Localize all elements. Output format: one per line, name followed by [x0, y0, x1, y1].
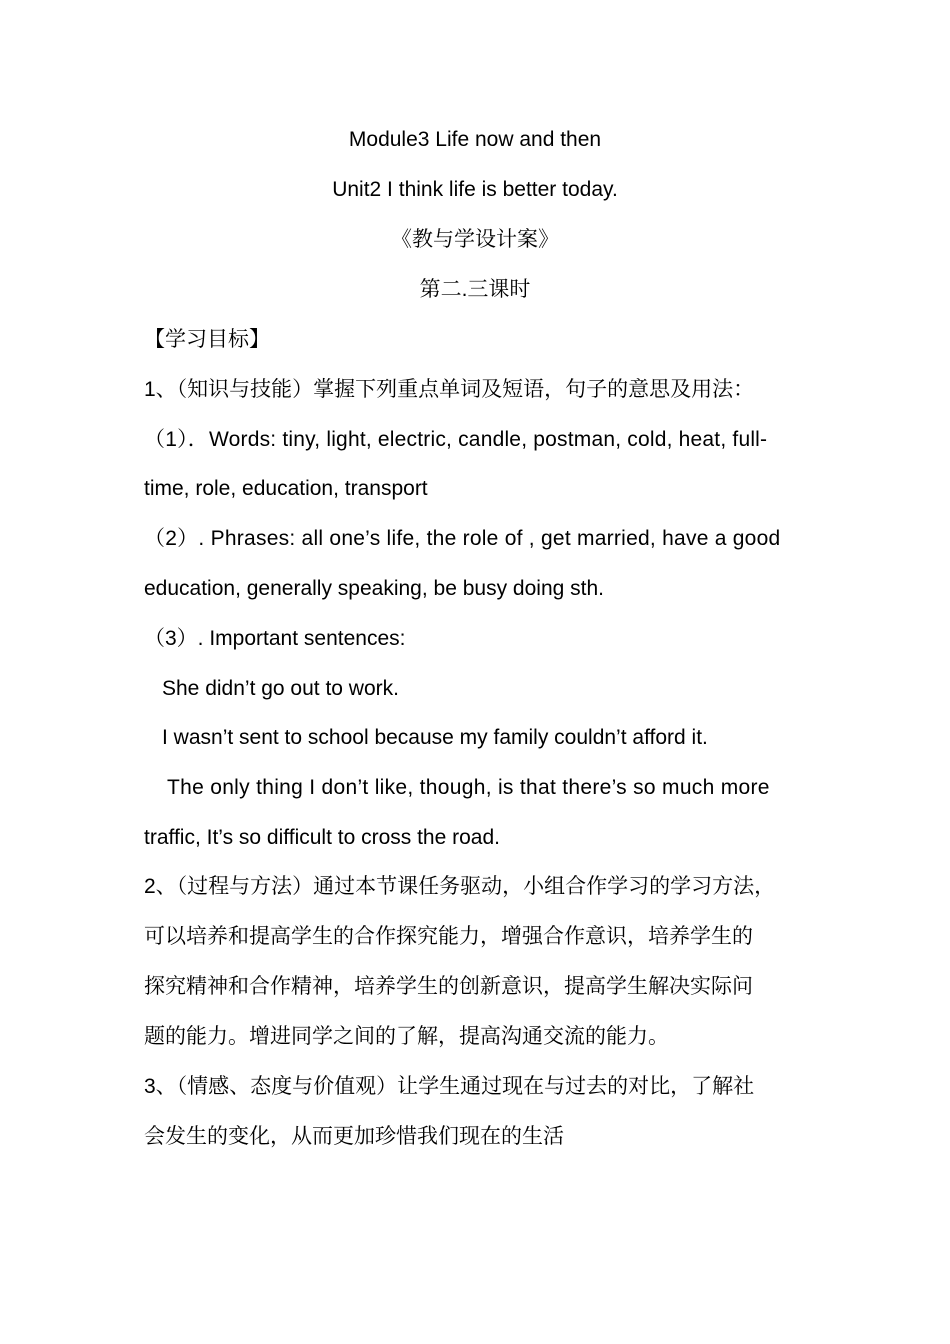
words-list-line-1: （1）．Words: tiny, light, electric, candle, postman, cold, heat, full- — [144, 428, 768, 451]
objective-3-line-1: 3、（情感、态度与价值观）让学生通过现在与过去的对比，了解社 — [144, 1075, 755, 1098]
sentence-3-line-1: The only thing I don’t like, though, is that there’s so much more — [167, 776, 770, 799]
phrases-list-line-2: education, generally speaking, be busy doing sth. — [144, 577, 604, 600]
objective-2-line-4: 题的能力。增进同学之间的了解，提高沟通交流的能力。 — [144, 1025, 669, 1048]
sentence-3-line-2: traffic, It’s so difficult to cross the road. — [144, 826, 500, 849]
objective-2-line-1: 2、（过程与方法）通过本节课任务驱动，小组合作学习的学习方法， — [144, 875, 776, 898]
objective-1-intro: 1、（知识与技能）掌握下列重点单词及短语，句子的意思及用法： — [144, 378, 755, 401]
sentence-1: She didn’t go out to work. — [162, 677, 399, 700]
document-type-title: 《教与学设计案》 — [391, 228, 559, 251]
sentence-2: I wasn’t sent to school because my family couldn’t afford it. — [162, 726, 708, 749]
phrases-list-line-1: （2）. Phrases: all one’s life, the role of , get married, have a good — [144, 527, 781, 550]
lesson-title: 第二.三课时 — [419, 278, 531, 301]
section-heading-objectives: 【学习目标】 — [144, 328, 270, 351]
objective-2-line-3: 探究精神和合作精神，培养学生的创新意识，提高学生解决实际问 — [144, 975, 753, 998]
objective-3-line-2: 会发生的变化，从而更加珍惜我们现在的生活 — [144, 1125, 564, 1148]
sentences-heading: （3）. Important sentences: — [144, 627, 406, 650]
module-title: Module3 Life now and then — [348, 128, 602, 151]
unit-title: Unit2 I think life is better today. — [332, 178, 618, 201]
words-list-line-2: time, role, education, transport — [144, 477, 428, 500]
objective-2-line-2: 可以培养和提高学生的合作探究能力，增强合作意识，培养学生的 — [144, 925, 753, 948]
